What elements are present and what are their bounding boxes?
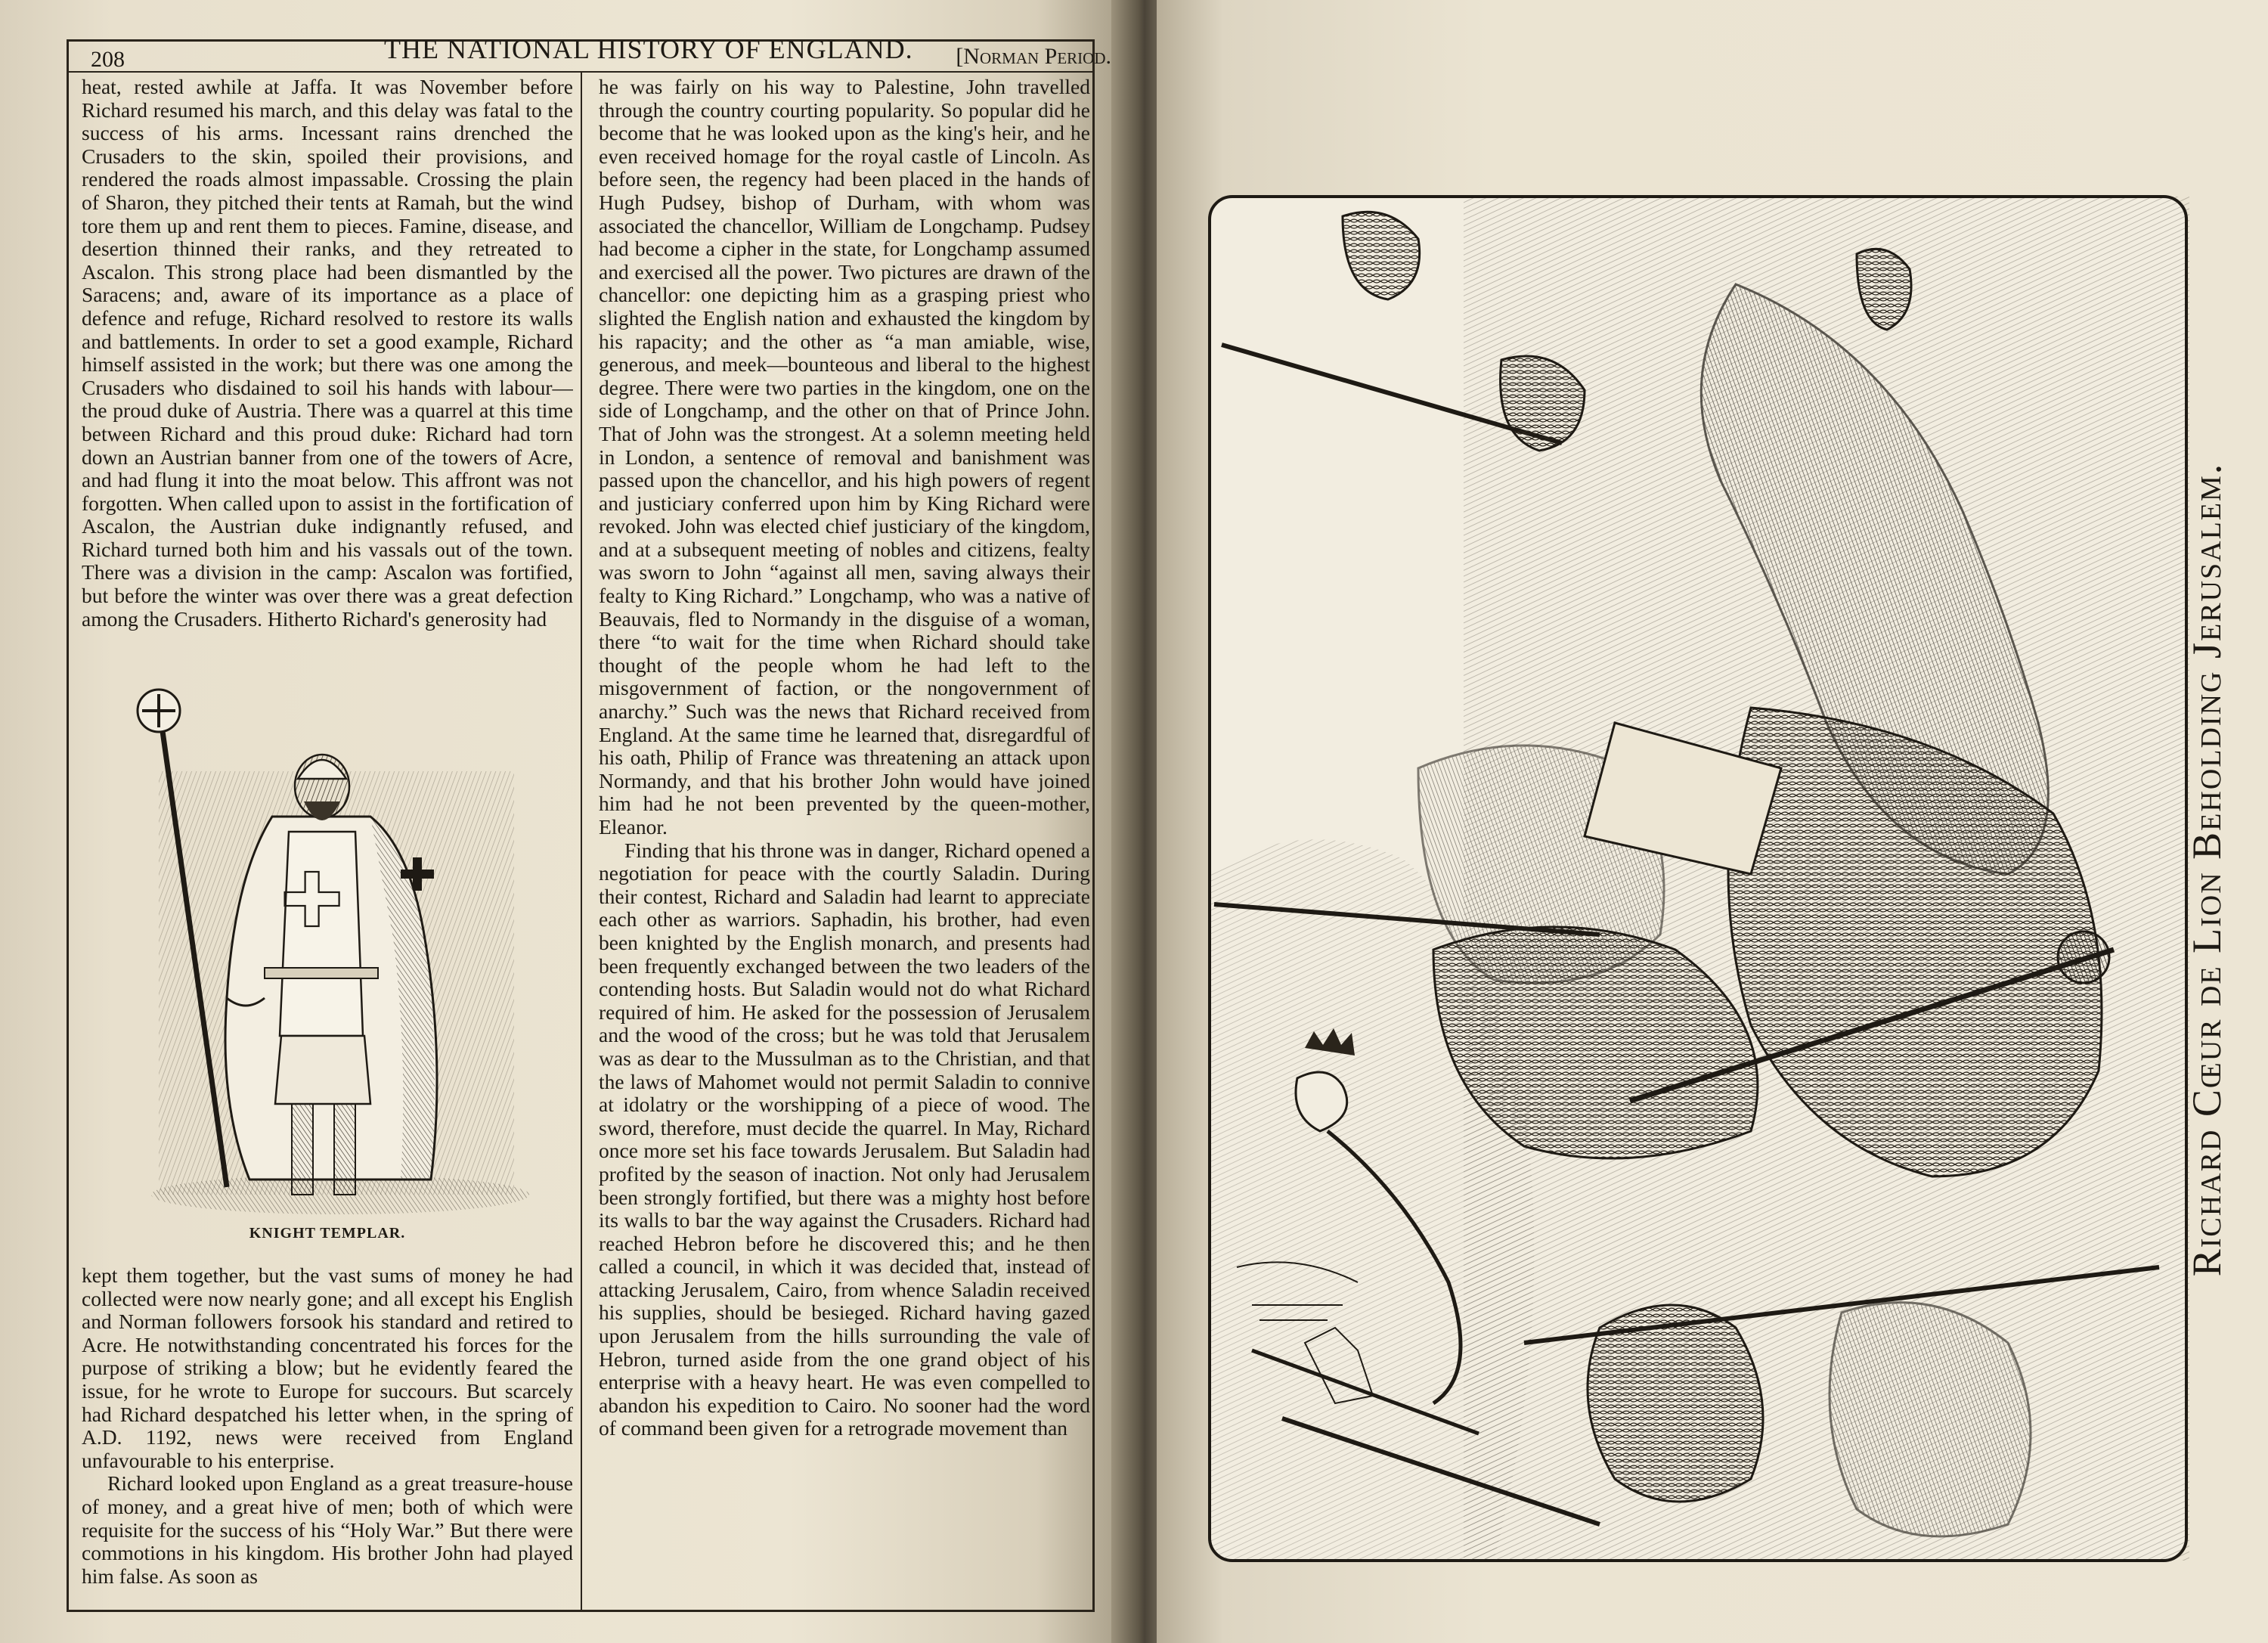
engraving-plate	[1207, 194, 2189, 1564]
running-title: THE NATIONAL HISTORY OF ENGLAND.	[384, 34, 913, 64]
plate-caption-text: Richard Cœur de Lion Beholding Jerusalem.	[2184, 462, 2229, 1277]
paragraph: he was fairly on his way to Palestine, John travelled through the country courting popularity. So popular did he become that he was looked upon as the king's heir, and he even received homage for the royal castle of Lincoln. As before seen, the regency had been placed in the hands of Hugh Pudsey, bishop of Durham, with whom was associated the chancellor, William de Longchamp. Pudsey had become a cipher in the state, for Longchamp assumed and exercised all the power. Two pictures are drawn of the chancellor: one depicting him as a grasping priest who slighted the English nation and exhausted the kingdom by his rapacity; and the other as “a man amiable, wise, generous, and meek—bounteous and liberal to the highest degree. There were two parties in the kingdom, one on the side of Longchamp, and the other on that of Prince John. That of John was the strongest. At a solemn meeting held in London, a sentence of removal and banishment was passed upon the chancellor, and his high powers of regent and justiciary conferred upon him by King Richard were revoked. John was elected chief justiciary of the kingdom, and at a subsequent meeting of nobles and citizens, fealty was sworn to John “against all men, saving always their fealty to King Richard.” Longchamp, who was a native of Beauvais, fled to Normandy in the disguise of a woman, there “to wait for the time when Richard should take thought of the people whom he had left to the misgovernment of faction, or the nongovernment of anarchy.” Such was the news that Richard received from England. At the same time he learned that, disregardful of his oath, Philip of France was threatening an attack upon Normandy, and that his brother John would have joined him had he not been prevented by the queen-mother, Eleanor.	[599, 76, 1090, 839]
knight-templar-illustration	[113, 680, 537, 1225]
right-column	[599, 76, 1090, 1607]
paragraph: Finding that his throne was in danger, Richard opened a negotiation for peace with the courtly Saladin. During their contest, Richard and Saladin had learnt to appreciate each other as warriors. Saphadin, his brother, had even been knighted by the English monarch, and presents had been frequently exchanged between the two leaders of the contending hosts. But Saladin would not do what Richard required of him. He asked for the possession of Jerusalem and the wood of the cross; but he was told that Jerusalem was as dear to the Mussulman as to the Christian, and that the laws of Mahomet would not permit Saladin to connive at idolatry or the worshipping of a piece of wood. The sword, therefore, must decide the quarrel. In May, Richard once more set his face towards Jerusalem. But Saladin had profited by the season of inaction. Not only had Jerusalem been strongly fortified, but there was a mighty host before its walls to bar the way against the Crusaders. Richard had reached Hebron before he discovered this; and he then called a council, in which it was decided that, instead of attacking Jerusalem, Cairo, from whence Saladin received his supplies, should be besieged. Richard having gazed upon Jerusalem from the hills surrounding the vale of Hebron, turned aside from the one grand object of his enterprise with a heavy heart. He was even compelled to abandon his expedition to Cairo. No sooner had the word of command been given for a retrograde movement than	[599, 838, 1090, 1440]
left-column-bottom	[82, 1264, 573, 1604]
running-head	[82, 29, 1111, 74]
figure-caption: KNIGHT TEMPLAR.	[249, 1225, 406, 1242]
paragraph: Richard looked upon England as a great treasure-house of money, and a great hive of men; both of which were requisite for the success of his “Holy War.” But there were commotions in his kingdom. His brother John had played him false. As soon as	[82, 1471, 573, 1588]
period-label: [Norman Period.	[956, 44, 1111, 69]
paragraph: kept them together, but the vast sums of money he had collected were now nearly gone; and all except his English and Norman followers forsook his standard and retired to Acre. He notwithstanding concentrated his forces for the purpose of striking a blow; but he evidently feared the issue, for he wrote to Europe for succours. But scarcely had Richard despatched his letter when, in the spring of A.D. 1192, news were received from England unfavourable to his enterprise.	[82, 1264, 573, 1472]
page-number: 208	[91, 47, 125, 72]
column-rule	[581, 73, 582, 1612]
paragraph: heat, rested awhile at Jaffa. It was November before Richard resumed his march, and this delay was fatal to the success of his arms. Incessant rains drenched the Crusaders to the skin, spoiled their provisions, and rendered the roads almost impassable. Crossing the plain of Sharon, they pitched their tents at Ramah, but the wind tore them up and rent them to pieces. Famine, disease, and desertion thinned their ranks, and they retreated to Ascalon. This strong place had been dismantled by the Saracens; and, aware of its importance as a place of defence and refuge, Richard resolved to restore its walls and battlements. In order to set a good example, Richard himself assisted in the work; but there was one among the Crusaders who disdained to soil his hands with labour—the proud duke of Austria. There was a quarrel at this time between Richard and this proud duke: Richard had torn down an Austrian banner from one of the towers of Acre, and had flung it into the moat below. This affront was not forgotten. When called upon to assist in the fortification of Ascalon, the Austrian duke indignantly refused, and Richard turned both him and his vassals out of the town. There was a division in the camp: Ascalon was fortified, but before the winter was over there was a great defection among the Crusaders. Hitherto Richard's generosity had	[82, 76, 573, 631]
left-column-top	[82, 76, 573, 680]
